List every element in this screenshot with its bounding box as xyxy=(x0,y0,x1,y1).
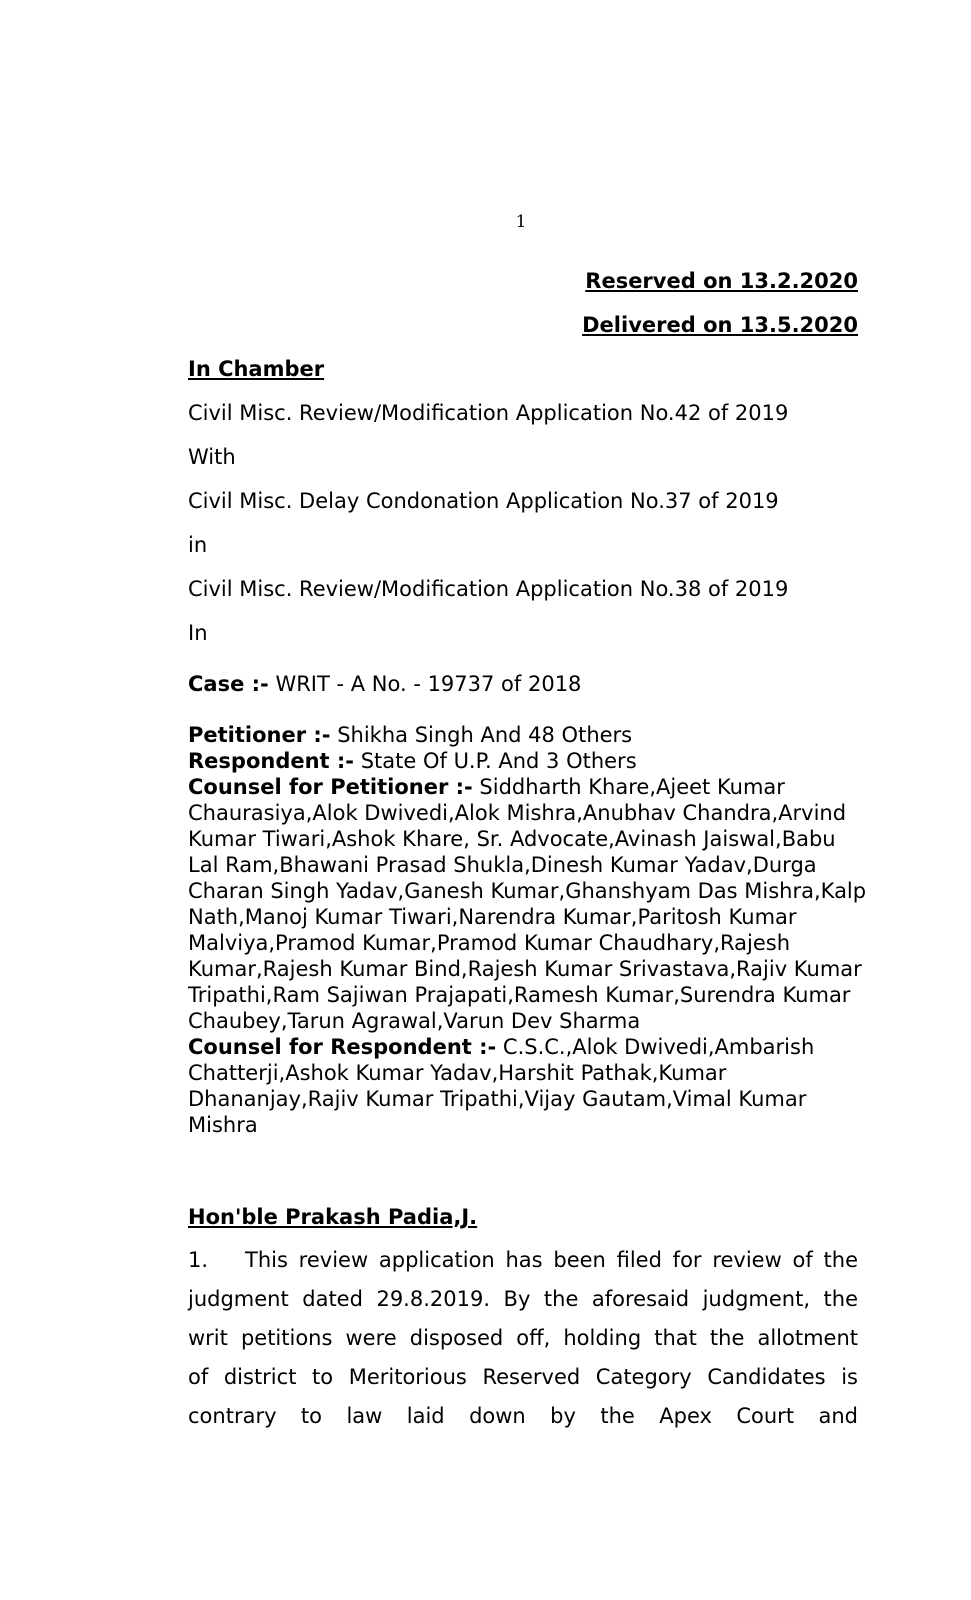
case-value: WRIT - A No. - 19737 of 2018 xyxy=(275,672,582,696)
paragraph-line: contrary to law laid down by the Apex Court and xyxy=(188,1404,858,1428)
petitioner-label: Petitioner :- xyxy=(188,723,331,747)
petitioner-value: Shikha Singh And 48 Others xyxy=(337,723,633,747)
counsel-petitioner-line xyxy=(188,774,868,1034)
with-text: With xyxy=(188,445,236,469)
in-text-upper: In xyxy=(188,621,208,645)
petitioner-line xyxy=(188,722,868,748)
reserved-date: Reserved on 13.2.2020 xyxy=(585,269,858,293)
paragraph-line: judgment dated 29.8.2019. By the aforesaid judgment, the xyxy=(188,1287,858,1311)
judge-heading: Hon'ble Prakash Padia,J. xyxy=(188,1205,478,1229)
in-chamber-heading: In Chamber xyxy=(188,357,325,381)
counsel-respondent-value: C.S.C.,Alok Dwivedi,Ambarish Chatterji,Ashok Kumar Yadav,Harshit Pathak,Kumar Dhananjay,Rajiv Kumar Tripathi,Vijay Gautam,Vimal Kumar Mishra xyxy=(188,1035,815,1137)
paragraph-line: 1. This review application has been filed for review of the xyxy=(188,1241,858,1280)
paragraph-line: of district to Meritorious Reserved Category Candidates is xyxy=(188,1365,858,1389)
in-text-lower: in xyxy=(188,533,208,557)
respondent-value: State Of U.P. And 3 Others xyxy=(360,749,637,773)
parties-block xyxy=(188,722,868,1138)
paragraph-line: writ petitions were disposed off, holding that the allotment xyxy=(188,1326,858,1350)
counsel-petitioner-value: Siddharth Khare,Ajeet Kumar Chaurasiya,Alok Dwivedi,Alok Mishra,Anubhav Chandra,Arvind Kumar Tiwari,Ashok Khare, Sr. Advocate,Avinash Jaiswal,Babu Lal Ram,Bhawani Prasad Shukla,Dinesh Kumar Yadav,Durga Charan Singh Yadav,Ganesh Kumar,Ghanshyam Das Mishra,Kalp Nath,Manoj Kumar Tiwari,Narendra Kumar,Paritosh Kumar Malviya,Pramod Kumar,Pramod Kumar Chaudhary,Rajesh Kumar,Rajesh Kumar Bind,Rajesh Kumar Srivastava,Rajiv Kumar Tripathi,Ram Sajiwan Prajapati,Ramesh Kumar,Surendra Kumar Chaubey,Tarun Agrawal,Varun Dev Sharma xyxy=(188,775,867,1033)
page-number: 1 xyxy=(515,212,527,232)
case-line xyxy=(188,671,858,697)
paragraph-number: 1. xyxy=(188,1248,209,1272)
counsel-respondent-label: Counsel for Respondent :- xyxy=(188,1035,497,1059)
counsel-respondent-line xyxy=(188,1034,868,1138)
respondent-label: Respondent :- xyxy=(188,749,355,773)
respondent-line xyxy=(188,748,868,774)
application-line-2: Civil Misc. Delay Condonation Application No.37 of 2019 xyxy=(188,489,779,513)
application-line-1: Civil Misc. Review/Modification Application No.42 of 2019 xyxy=(188,401,789,425)
delivered-date: Delivered on 13.5.2020 xyxy=(582,313,858,337)
paragraph-1 xyxy=(188,1241,858,1436)
application-line-3: Civil Misc. Review/Modification Application No.38 of 2019 xyxy=(188,577,789,601)
counsel-petitioner-label: Counsel for Petitioner :- xyxy=(188,775,473,799)
case-label: Case :- xyxy=(188,672,269,696)
